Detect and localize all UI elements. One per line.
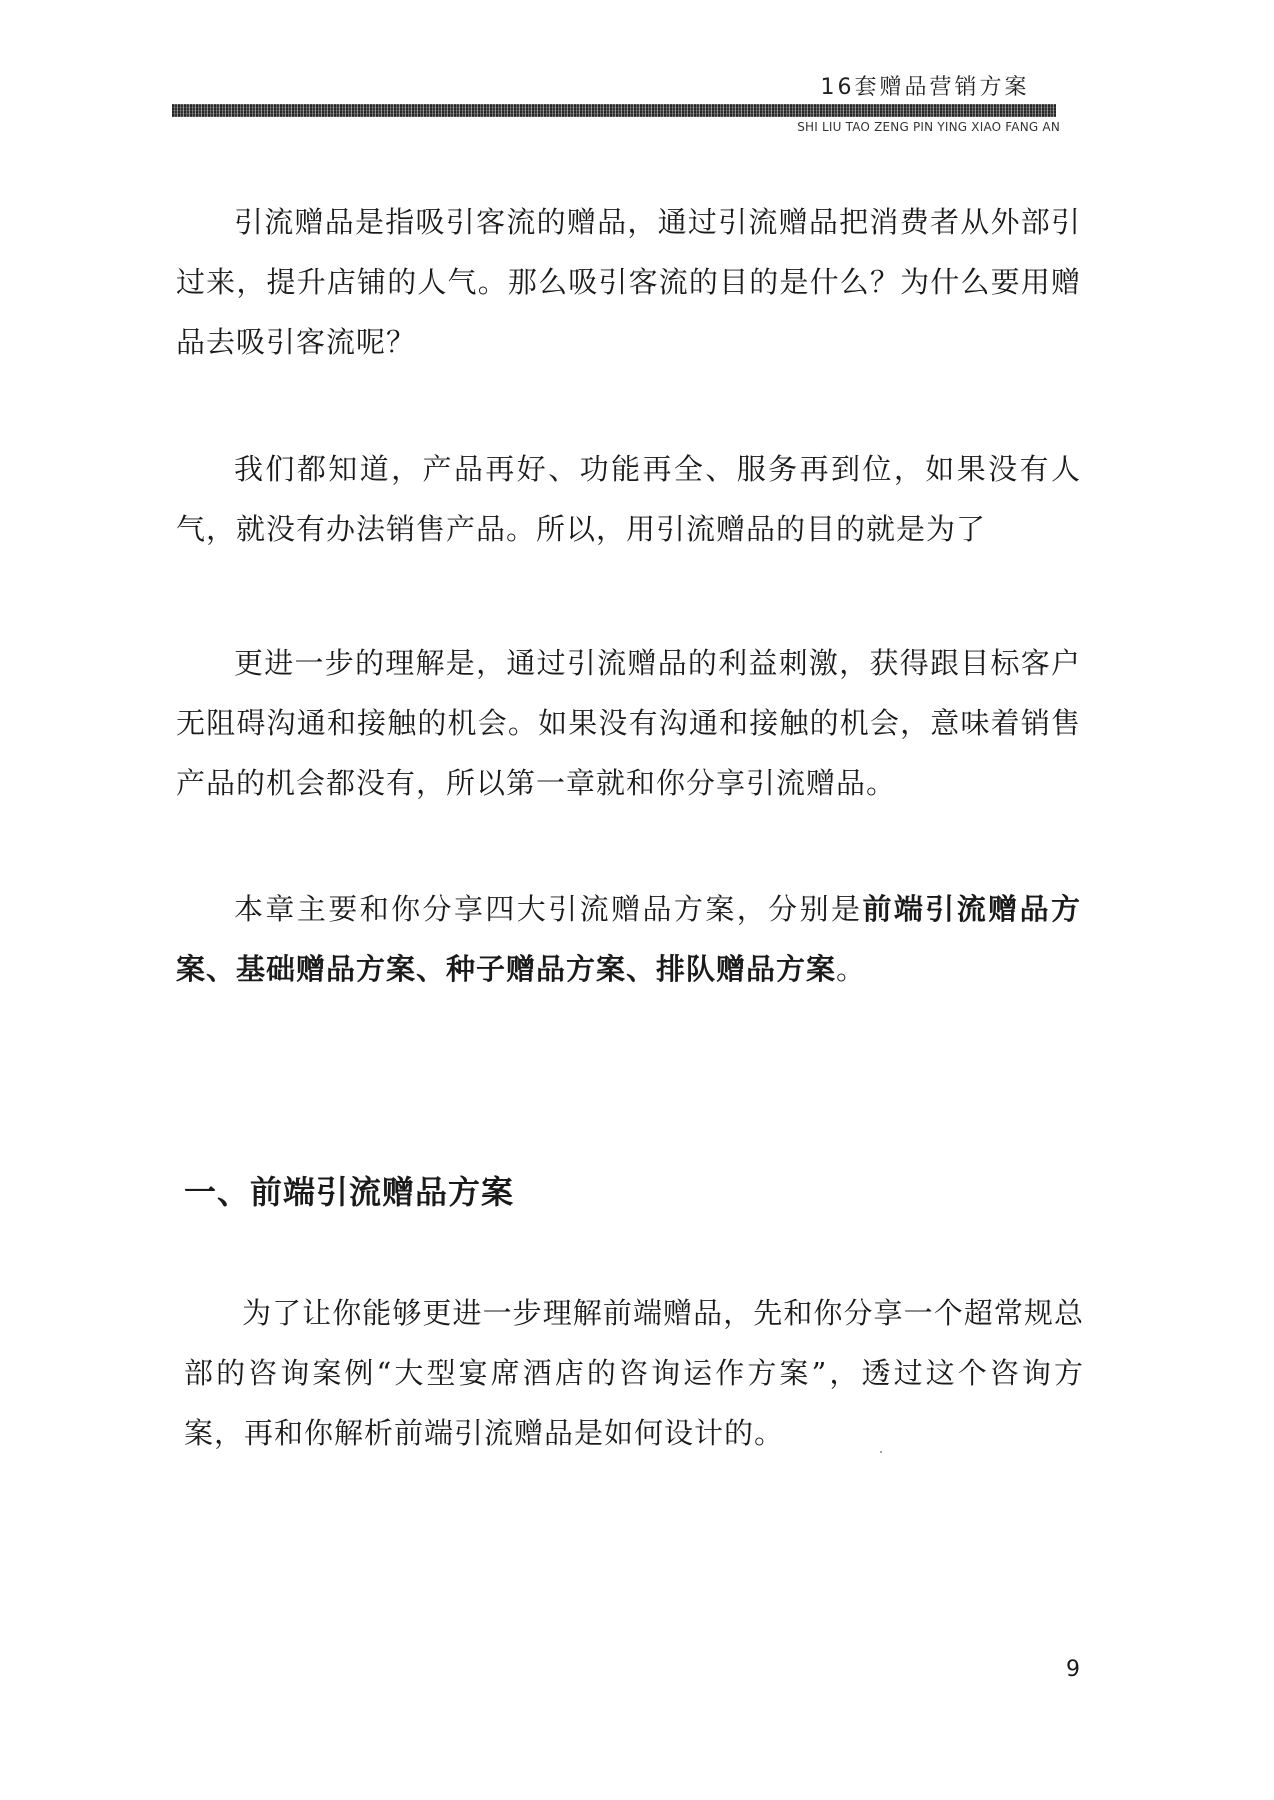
running-header-pinyin: SHI LIU TAO ZENG PIN YING XIAO FANG AN: [797, 120, 1060, 134]
paragraph-intro: 引流赠品是指吸引客流的赠品，通过引流赠品把消费者从外部引过来，提升店铺的人气。那么吸引客流的目的是什么？为什么要用赠品去吸引客流呢？: [176, 205, 1081, 359]
paragraph-purpose: 我们都知道，产品再好、功能再全、服务再到位，如果没有人气，就没有办法销售产品。所以，用引流赠品的目的就是为了: [176, 452, 1081, 546]
paragraph-chapter-overview: [176, 879, 1081, 999]
paragraph-understanding: 更进一步的理解是，通过引流赠品的利益刺激，获得跟目标客户无阻碍沟通和接触的机会。如果没有沟通和接触的机会，意味着销售产品的机会都没有，所以第一章就和你分享引流赠品。: [176, 646, 1081, 800]
paragraph-case-intro: 为了让你能够更进一步理解前端赠品，先和你分享一个超常规总部的咨询案例“大型宴席酒店的咨询运作方案”，透过这个咨询方案，再和你解析前端引流赠品是如何设计的。: [184, 1296, 1084, 1450]
overview-end-punct: 。: [836, 952, 867, 986]
scan-speck: [880, 1451, 882, 1453]
page-number: 9: [1066, 1657, 1080, 1682]
header-decorative-bar: [172, 104, 1056, 117]
section-heading: 一、前端引流赠品方案: [184, 1173, 515, 1211]
running-header-title: 16套赠品营销方案: [820, 75, 1030, 100]
overview-bold-plans: 前端引流赠品方案、基础赠品方案、种子赠品方案、排队赠品方案: [176, 892, 1081, 986]
overview-lead-text: 本章主要和你分享四大引流赠品方案，分别是: [234, 892, 863, 926]
